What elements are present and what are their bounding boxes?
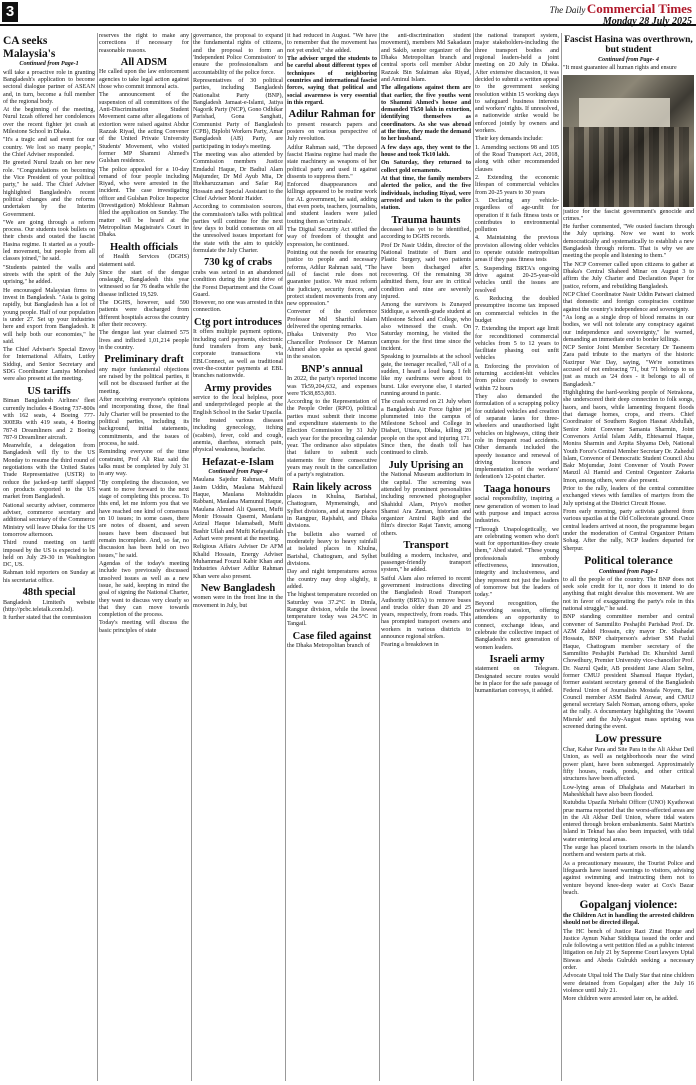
column-rule	[285, 33, 286, 1081]
paper-prefix: The Daily	[549, 5, 586, 15]
masthead	[0, 0, 696, 26]
article-paragraph: The DGHS, however, said 590 patients were discharged from different hospitals across the country after their recovery.	[99, 300, 189, 329]
column-rule	[191, 33, 192, 1081]
headline-hefazat: Hefazat-e-Islam	[202, 456, 274, 468]
article-paragraph: social responsibility, inspiring a new generation of women to lead with purpose and impact across industries.	[475, 496, 559, 525]
headline-july-uprising: July Uprising an	[388, 459, 464, 471]
article-paragraph: Kutubdia Upazila Nirbahi Officer (UNO) Kyathowai prue marma reported that the worst-affected areas are in the Ali Akbar Deil Union, where tidal waters entered through broken embankments. Saint Martin's Island in Teknaf has also been impacted, with tidal water entering local areas.	[563, 800, 694, 843]
article-paragraph: The crash occurred on 21 July when a Bangladesh Air Force fighter jet plummeted into the campus of Milestone School and College in Diabari, Uttara, Dhaka, killing 20 people on the spot and injuring 171. Since then, the death toll has continued to climb.	[381, 399, 471, 457]
article-paragraph: Low-lying areas of Dhalghata and Matarbari in Maheshkhali have also been flooded.	[563, 784, 694, 798]
article-paragraph: According to commission sources, the commission's talks with political parties will continue for the next few days to build consensus on all the unresolved issues important for the state with the aim to quickly formulate the July Charter.	[193, 204, 283, 255]
article-paragraph: The surge has placed tourism resorts in the island's northern and western parts at risk.	[563, 845, 694, 859]
article-paragraph: justice for the fascist government's genocide and crimes."	[563, 208, 694, 222]
article-paragraph: reserves the right to make any corrections if necessary for reasonable reasons.	[99, 33, 189, 54]
article-paragraph: More children were arrested later on, he added.	[563, 996, 679, 1003]
article-paragraph: "It must guarantee all human rights and ensure	[563, 65, 677, 72]
article-paragraph: deceased has yet to be identified, according to DGHS records.	[381, 227, 471, 241]
article-paragraph: Bangladesh Limited's website (http://pcbc.teletalk.com.bd).	[3, 599, 95, 613]
column-4	[287, 33, 377, 1081]
issue-date: Monday 28 July 2025	[602, 15, 692, 27]
demand-item: 2. Extending the economic lifespan of commercial vehicles from 20-25 years to 30 years	[475, 174, 559, 196]
article-paragraph: "It's a tragic and sad event for our country. We lost so many people," the Chief Adviser responded.	[3, 137, 95, 159]
article-paragraph: The highest temperature recorded on Saturday was 37.2°C in Dimla, Rangpur division, while the lowest temperature today was 24.5°C in Tangail.	[287, 592, 377, 628]
article-paragraph: Pointing out the needs for ensuring justice to people and necessary reforms, Adilur Rahman said, "The fall of fascist rule does not guarantee justice. We must reform the judiciary, security forces, and protect student movements from any new oppression."	[287, 249, 377, 308]
headline-us-tariffs: US tariffs	[27, 385, 71, 397]
article-paragraph: will take a proactive role in granting Bangladesh's application to become sectoral dialogue partner of ASEAN and, in turn, become a full member of the regional body.	[3, 69, 95, 105]
article-paragraph: governance, the proposal to expand the fundamental rights of citizens, and the proposal to form an 'Independent Police Commission' to ensure the professionalism and accountability of the police force.	[193, 33, 283, 76]
article-paragraph: The HC bench of Justice Razi Zinat Hoque and Justice Aynun Nahar Siddiqua issued the order and rule following a writ petition filed as a public interest litigation on July 21 by Supreme Court lawyers Uptal Biswas and Abeda Gulrukh seeking a necessary order.	[563, 928, 694, 972]
article-paragraph: Agendas of the today's meeting include two previously discussed unsolved issues as well as a new issue, he said, keeping in mind the goal of signing the National Charter, they want to discuss very clearly so that they can move towards completion of the process.	[99, 560, 189, 619]
demand-item: 7. Extending the import age limit for reconditioned commercial vehicles from 5 to 12 years to facilitate phasing out unfit vehicles	[475, 326, 559, 362]
article-paragraph: "Through Unapologetically, we are celebrating women who don't wait for opportunities-they create them," Abed stated. "These young professionals embody effectiveness, innovation, integrity and inclusiveness, and they represent not just the leaders of tomorrow but the leaders of today."	[475, 526, 559, 599]
article-paragraph: Prof Dr Nasir Uddin, director of the National Institute of Burn and Plastic Surgery, said two patients have been discharged after recovering. Of the remaining 38 admitted them, four are in critical condition and nine are severely injured.	[381, 242, 471, 300]
headline-case-filed: Case filed against	[292, 630, 372, 642]
article-paragraph: crabs was seized in an abandoned condition during the joint drive of the Forest Department and the Coast Guard.	[193, 269, 283, 298]
article-paragraph: At the beginning of the meeting, Nurul Izzah offered her condolences over the recent fighter jet crash at Milestone School in Dhaka.	[3, 107, 95, 136]
article-paragraph: to present research papers and posters on various perspective of July revolution.	[287, 121, 377, 143]
article-paragraph: any major fundamental objections are raised by the political parties, it will not be discussed further at the meeting.	[99, 366, 189, 395]
article-paragraph: Religious Affairs Adviser Dr AFM Khalid Hossain, Energy Adviser Muhammad Fouzul Kabir Khan and Industries Adviser Adilur Rahman Khan were also present.	[193, 544, 283, 580]
article-paragraph: National security adviser, commerce adviser, commerce secretary and additional secretary of the Commerce Ministry will leave Dhaka for the US tomorrow afternoon.	[3, 502, 95, 538]
continued-label: Continued from Page-1	[19, 61, 79, 68]
article-paragraph: It offers multiple payment options, including card payments, electronic fund transfers from any bank, corporate transactions via EBLConnect, as well as traditional over-the-counter payments at EBL branches nationwide.	[193, 329, 283, 380]
article-paragraph: They also demanded the formulation of a scrapping policy for outdated vehicles and creation of separate lanes for three-wheelers and unauthorised light vehicles on highways, citing their role in frequent road accidents. Other demands included the speedy issuance and renewal of driving licences and implementation of the workers' federation's 12-point charter.	[475, 394, 559, 481]
column-5	[381, 33, 471, 1081]
headline-730kg-crabs: 730 kg of crabs	[204, 257, 272, 269]
column-rule	[97, 33, 98, 1081]
article-paragraph: Among the survivors is Zunayed Siddique, a seventh-grade student at Milestone School and College, who also witnessed the crash. On Saturday morning, he visited the campus for the first time since the incident.	[381, 302, 471, 353]
photo-banner	[579, 98, 671, 127]
article-paragraph: Speaking to journalists at the school gate, the teenager recalled, "All of a sudden, I heard a loud bang. I felt like my eardrums were about to burst. Like everyone else, I started running around in panic.	[381, 354, 471, 397]
article-paragraph: He treated various diseases including gynecology, itching (scabies), fever, cold and cough, anemia, diarrhea, stomach pain, physical weakness, headache.	[193, 418, 283, 454]
article-paragraph: "Students painted the walls and streets with the spirit of the July uprising," he added.	[3, 264, 95, 286]
rally-photo	[563, 75, 694, 207]
article-paragraph: "As long as a single drop of blood remains in our bodies, we will not tolerate any conspiracy against our independence and sovereignty," he warned, demanding an immediate end to border killings.	[563, 314, 694, 343]
headline-health-officials: Health officials	[110, 241, 178, 253]
article-paragraph: Rahman told reporters on Sunday at his secretariat office.	[3, 570, 95, 584]
demand-item: 6. Reducing the doubled presumptive income tax imposed on commercial vehicles in the budget	[475, 295, 559, 324]
paper-name: Commercial Times	[586, 1, 692, 16]
article-paragraph: Since the start of the dengue onslaught, Bangladesh this year witnessed so far 76 deaths while the disease inflicted 19,529.	[99, 269, 189, 298]
continued-label: Continued from Page-1	[598, 568, 659, 575]
article-paragraph: BNP standing committee member and central convener of Sammilito Peshajibi Parishad Prof. Dr. AZM Zahid Hossain, city mayor Dr. Shahadat Hossain, BNP chairperson's adviser SM Fazlul Haque, Chattogram member secretary of the Sammilito Peshajibi Parishad Dr. Khurshid Jamil Chowdhury, Premier University vice-chancellor Prof. Dr. Nazrul Qadir, AB president Jane Alam Selim, former CMUJ president Shamsul Haque Hydari, former assistant secretary general of the Bangladesh Federal Union of Journalists Mostafa Noyem, Bar Council member ASM Badrul Anwar, and CMUJ general secretary Saleh Noman, among others, spoke at the rally. A documentary highlighting the 'Awami Misrule' and the July-August mass uprising was screened during the event.	[563, 614, 694, 731]
headline-israeli-army: Israeli army	[489, 653, 545, 665]
column-1	[3, 33, 95, 1081]
headline-new-bangladesh: New Bangladesh	[200, 582, 276, 594]
article-paragraph: to all the people of the country. The BNP does not seek sole credit for it, nor does it intend to do anything that might devalue this movement. We are not in favor of exaggerating the party's role in this national struggle," he said.	[563, 576, 694, 613]
article-paragraph: As a precautionary measure, the Tourist Police and lifeguards have issued warnings to visitors, advising against swimming and instructing them not to venture beyond knee-deep water at Cox's Bazar beach.	[563, 860, 694, 896]
article-paragraph: It further stated that the commission	[3, 615, 92, 622]
headline-48th-special: 48th special	[22, 587, 76, 599]
article-paragraph: Convener of the conference Professor Md Shariful Islam delivered the opening remarks.	[287, 309, 377, 331]
article-paragraph: Their key demands include:	[475, 136, 543, 143]
article-paragraph: Beyond recognition, the networking session, offering attendees an opportunity to connect, exchange ideas, and celebrate the collective impact of Bangladesh's next generation of women leaders.	[475, 600, 559, 651]
headline-army-provides: Army provides	[204, 382, 272, 394]
article-paragraph: places in Khulna, Barishal, Chattogram, Mymensingh, and Sylhet divisions, and at many places in Rangpur, Rajshahi, and Dhaka divisions.	[287, 494, 377, 530]
article-paragraph: women were in the front line in the movement in July, but	[193, 595, 283, 609]
headline-gopalganj-violence: Gopalganj violence:	[579, 899, 678, 912]
article-paragraph: NCP Chief Coordinator Nasir Uddin Patwari claimed that domestic and foreign conspiracies continue against the country's independence and sovereignty.	[563, 291, 694, 313]
article-paragraph: The allegations against them are that earlier, the five youths went to Shammi Ahmed's house and demanded Tk50 lakh in extortion, identifying themselves as coordinators. As she was abroad at the time, they made the demand to her husband.	[381, 85, 471, 143]
photo-crowd	[563, 127, 694, 206]
article-paragraph: From early morning, party activists gathered from various upazilas at the Old Collectorate ground. Once central leaders arrived at noon, the programme began under the moderation of Central Organizer Pritam Sohag. After the rally, NCP leaders departed for Sherpur.	[563, 509, 694, 552]
headline-ca-seeks-malaysia: CA seeks Malaysia's	[3, 35, 56, 60]
article-paragraph: The police appealed for a 10-day remand of four people including Riyad, who were arrested in the incident. The case investigating officer and Gulshan Police Inspector (Investigation) Mokhlesur Rahman filed the application on Sunday. The matter will be heard at the Metropolitan Magistrate's Court in Dhaka.	[99, 166, 189, 239]
headline-rain-likely: Rain likely across	[292, 481, 372, 493]
article-paragraph: Meanwhile, a delegation from Bangladesh will fly to the US Monday to resume the third round of negotiations with the United States Trade Representative (USTR) to reduce the jacked-up tariff slapped on products exported to the US market from Bangladesh.	[3, 443, 95, 501]
article-paragraph: The dengue last year claimed 575 lives and inflicted 1,01,214 people in the country.	[99, 330, 189, 351]
article-paragraph: He greeted Nurul Izzah on her new role. "Congratulations on becoming the Vice President of your political party," he said. The Chief Adviser highlighted Bangladesh's recent political changes and the reforms undertaken by the Interim Government.	[3, 160, 95, 218]
paper-brand	[550, 1, 692, 28]
column-rule	[379, 33, 380, 1081]
headline-bnp-annual: BNP's annual	[301, 363, 363, 375]
article-paragraph: At that time, the family members alerted the police, and the five individuals, including Riyad, were arrested and taken to the police station.	[381, 175, 471, 212]
article-paragraph: "By completing the discussion, we want to move forward to the next stage of completing this process. To this end, let me inform you that we have reached one kind of consensus on 10 issues; in some cases, there are notes of dissent, and seven issues have been discussed but remain incomplete. And, so far, no discussion has been held on two issues," he said.	[99, 479, 189, 559]
article-paragraph: In 2022, the party's reported income was Tk59,204,632, and expenses were Tk38,853,803.	[287, 376, 377, 397]
headline-adilur-rahman: Adilur Rahman for	[288, 109, 376, 121]
column-6	[475, 33, 559, 1081]
article-paragraph: Maulana Sajedur Rahman, Mufti Jasim Uddin, Maulana Mahfuzul Haque, Maulana Mohiuddin Rabbani, Maulana Mamunul Haque, Maulana Ahmed Ali Qasemi, Mufti Monir Hossain Qasemi, Maulana Azizul Haque Islamabadi, Mufti Bashir Ullah and Mufti Kefayatullah Azhari were present at the meeting.	[193, 477, 283, 542]
article-paragraph: Biman Bangladesh Airlines' fleet currently includes 4 Boeing 737-800s with 162 seats, 4 Boeing 777-300ERs with 419 seats, 4 Boeing 787-8 Dreamliners and 2 Boeing 787-9 Dreamliner aircraft.	[3, 398, 95, 441]
continued-label: Continued from Page- 4	[598, 56, 659, 63]
page-number: 3	[2, 2, 18, 22]
article-paragraph: the Dhaka Metropolitan branch of	[287, 643, 370, 650]
article-paragraph: A few days ago, they went to the house and took Tk10 lakh.	[381, 144, 471, 158]
headline-all-adsm: All ADSM	[120, 56, 168, 68]
article-paragraph: Representatives of 30 political parties, including Bangladesh Nationalist Party (BNP), Bangladesh Jamaat-e-Islami, Jatiya Nagorik Party (NCP), Gono Odhikar Parishad, Gona Sanghati, Communist Party of Bangladesh (CPB), Biplobi Workers Party, Amar Bangladesh (AB) Party, are participating in today's meeting.	[193, 77, 283, 150]
article-paragraph: Third round meeting on tariff imposed by the US is expected to be held on July 29-30 in Washington DC, US.	[3, 540, 95, 569]
article-paragraph: "We are going through a reform process. Our students took bullets on their chests and ousted the fascist Hasina regime. It started as a youth-led movement, but people from all classes joined," he said.	[3, 219, 95, 263]
article-paragraph: On Saturday, they returned to collect gold ornaments.	[381, 160, 471, 174]
demand-item: 1. Amending sections 98 and 105 of the Road Transport Act, 2018, along with other recommended clauses	[475, 144, 559, 173]
continued-label: Continued from Page-4	[208, 469, 268, 476]
headline-political-tolerance: Political tolerance	[584, 554, 673, 567]
article-paragraph: The meeting was also attended by Commission members Justice Emdadul Haque, Dr Badiul Alam Majumder, Dr Md Ayub Mia, Dr Iftekharuzzaman and Safar Raj Hossain and Special Assistant to the Chief Adviser Monir Haider.	[193, 152, 283, 202]
headline-trauma-haunts: Trauma haunts	[391, 214, 461, 226]
article-paragraph: Prior to the rally, leaders of the central committee exchanged views with families of martyrs from the July uprising at the District Circuit House.	[563, 486, 694, 507]
column-rule	[561, 33, 562, 1081]
demand-item: 3. Declaring any vehicle-regardless of age-unfit for operation if it fails fitness tests or contributes to environmental pollution	[475, 197, 559, 234]
headline-transport: Transport	[403, 540, 449, 552]
article-paragraph: After receiving everyone's opinions and incorporating those, the final July Charter will be presented to the political parties, including its background, initial statements, commitments, and the issues of process, he said.	[99, 397, 189, 447]
article-paragraph: the Children Act in handling the arrested children should not be directed illegal.	[563, 912, 694, 927]
article-paragraph: The bulletin also warned of moderately heavy to heavy rainfall at isolated places in Khulna, Barishal, Chattogram, and Sylhet divisions.	[287, 531, 377, 567]
demand-item: 8. Enforcing the provision of returning accident-hit vehicles from police custody to owners within 72 hours	[475, 363, 559, 392]
article-paragraph: Saiful Alam also referred to recent government instructions directing the Bangladesh Road Transport Authority (BRTA) to remove buses and trucks older than 20 and 25 years, respectively, from roads. This has prompted transport owners and workers in various districts to announce regional strikes.	[381, 575, 471, 641]
article-paragraph: Fearing a breakdown in	[381, 642, 439, 649]
headline-taaga-honours: Taaga honours	[483, 483, 551, 495]
article-paragraph: The NCP Convener called upon citizens to gather at Dhaka's Central Shaheed Minar on August 3 to affirm the July Charter and Declaration Paper for justice, reform, and rebuilding Bangladesh.	[563, 261, 694, 290]
article-paragraph: The announcement of the suspension of all committees of the Anti-Discrimination Student Movement came after allegations of extortion were raised against Abdur Razzak Riyad, the acting Convener of the United Private University Students' Movement, who visited former MP Shammi Ahmed's Gulshan residence.	[99, 92, 189, 165]
article-paragraph: Dhaka University Pro Vice Chancellor Professor Dr Mamun Ahmed also spoke as special guest in the session.	[287, 332, 377, 361]
article-paragraph: Enforced disappearances and killings appeared to be routine work for AL government, he said, adding that even poets, teachers, journalists, and student leaders were jailed touting them as 'criminals'.	[287, 182, 377, 225]
headline-preliminary-draft: Preliminary draft	[104, 354, 184, 366]
article-paragraph: Highlighting the hard-working people of Netrakona, she underscored their deep connection to folk songs, haors, and baors, while lamenting frequent floods that damage homes, crops, and rivers. Chief Coordinator of Southern Region Hasnat Abdullah, Senior Joint Convener Samanta Sharmin, Joint Convenors Arifal Islam Adib, Ehtesamul Haque, Monira Sharmin and Arpita Shyama Deb, National Youth Force's Central Member Secretary Dr. Zahedul Islam, Convenor of Democratic Student Council Abu Bakr Mojumdar, Joint Convener of Youth Power Manzil Al Hamid and Central Organizer Zakaria Imon, among others, were also present.	[563, 390, 694, 484]
demand-item: 5. Suspending BRTA's ongoing drive against 20-25-year-old vehicles until the issues are resolved	[475, 265, 559, 294]
article-paragraph: the National Museum auditorium in the capital. The screening was attended by prominent personalities including renowned photographer Shahidul Alam, Priyo's mother Shamsi Ara Zaman, historian and organizer Amirul Rajib and the film's director Rajat Tanvir, among others.	[381, 472, 471, 537]
article-paragraph: Today's meeting will discuss the basic principles of state	[99, 620, 189, 634]
article-paragraph: According to the Representation of the People Order (RPO), political parties must submit their income and expenditure statements to the Election Commission by 31 July each year for the preceding calendar year. The ordinance also stipulates that failure to submit such statements for three consecutive years may result in the cancellation of a party's registration.	[287, 399, 377, 479]
article-paragraph: the anti-discrimination student movement), members Md Sakadaun and Sakib, senior organizer of the Dhaka Metropolitan branch and central sports cell member Abdur Razzak Bin Sulaiman aka Riyad, and Aminul Islam.	[381, 33, 471, 83]
column-3	[193, 33, 283, 1081]
headline-fascist-hasina: Fascist Hasina was overthrown, but student	[564, 35, 693, 56]
article-paragraph: Adilur Rahman said, "The deposed fascist Hasina regime had made the state machinery as weapons of her political party and used it against dissents to suppress them."	[287, 144, 377, 180]
article-paragraph: The Digital Security Act stifled the way of freedom of thought and expression, he continued.	[287, 227, 377, 248]
article-paragraph: However, no one was arrested in this connection.	[193, 300, 283, 314]
article-paragraph: service to the local helpless, poor and underprivileged people at the English School in the Sadar Upazila.	[193, 395, 283, 416]
article-paragraph: He called upon the law enforcement agencies to take legal action against those who commit immoral acts.	[99, 69, 189, 91]
article-paragraph: He further commented, "We ousted fascism through the July uprising. Now we want to work democratically and systematically to establish a new Bangladesh through reform. That is why we are meeting the people and listening to them."	[563, 224, 694, 260]
demand-item: 4. Maintaining the previous provision allowing older vehicles to operate outside metropolitan areas if they pass fitness tests	[475, 235, 559, 264]
article-paragraph: it had reduced in August. "We have to remember that the movement has not yet ended," she added.	[287, 33, 377, 54]
article-paragraph: the national transport system, major stakeholders-including the three transport bodies and regional leaders-held a joint meeting on 20 July in Dhaka. After extensive discussion, it was decided to submit a written appeal to the government seeking resolution within 15 working days to safeguard business interests and workers' rights. If unresolved, a nationwide strike would be enforced jointly by owners and workers.	[475, 33, 559, 135]
article-paragraph: Char, Kahar Para and Site Para in the Ali Akbar Deil Union, as well as neighborhoods near the wind power plant, have been submerged. Approximately fifty houses, roads, ponds, and other critical structures have been affected.	[563, 747, 694, 783]
article-paragraph: The adviser urged the students to be careful about different types of techniques of neighboring countries and international fascist forces, saying that political and social awareness is very essential in this regard.	[287, 55, 377, 106]
column-2	[99, 33, 189, 1081]
article-paragraph: The Chief Adviser's Special Envoy for International Affairs, Lutfey Siddiqi, and Senior Secretary and SDG Coordinator Lamiya Morshed were also present at the meeting.	[3, 347, 95, 383]
article-paragraph: statement on Telegram. Designated secure routes would be in place for the safe passage of humanitarian convoys, it added.	[475, 666, 559, 695]
article-paragraph: NCP Senior Joint Member Secretary Dr Tasneem Zara paid tribute to the martyrs of the historic Nazirpur War Day, saying, "We're sometimes accused of not embracing '71, but '71 belongs to us just as much as '24 does - it belongs to all of Bangladesh."	[563, 345, 694, 388]
article-paragraph: He encouraged Malaysian firms to invest in Bangladesh. "Asia is going rapidly, but Bangladesh has a lot of young people. Half of our population is under 27. Set up your industries here and export from Bangladesh. It will help both our economies," he said.	[3, 287, 95, 345]
article-paragraph: Day and night temperatures across the country may drop slightly, it added.	[287, 569, 377, 590]
headline-ctg-port: Ctg port introduces	[194, 316, 282, 328]
column-7	[563, 33, 694, 1081]
column-rule	[473, 33, 474, 1081]
article-paragraph: building a modern, inclusive, and passenger-friendly transport system," he added.	[381, 552, 471, 574]
article-paragraph: Advocate Utpal told The Daily Star that nine children were detained from Gopalganj after the July 16 violence until July 21.	[563, 973, 694, 995]
article-paragraph: of Health Services (DGHS) statement said.	[99, 254, 189, 268]
article-paragraph: Reminding everyone of the time constraint, Prof Ali Riaz said the talks must be completed by July 31 in any way.	[99, 449, 189, 478]
headline-low-pressure: Low pressure	[595, 733, 662, 746]
